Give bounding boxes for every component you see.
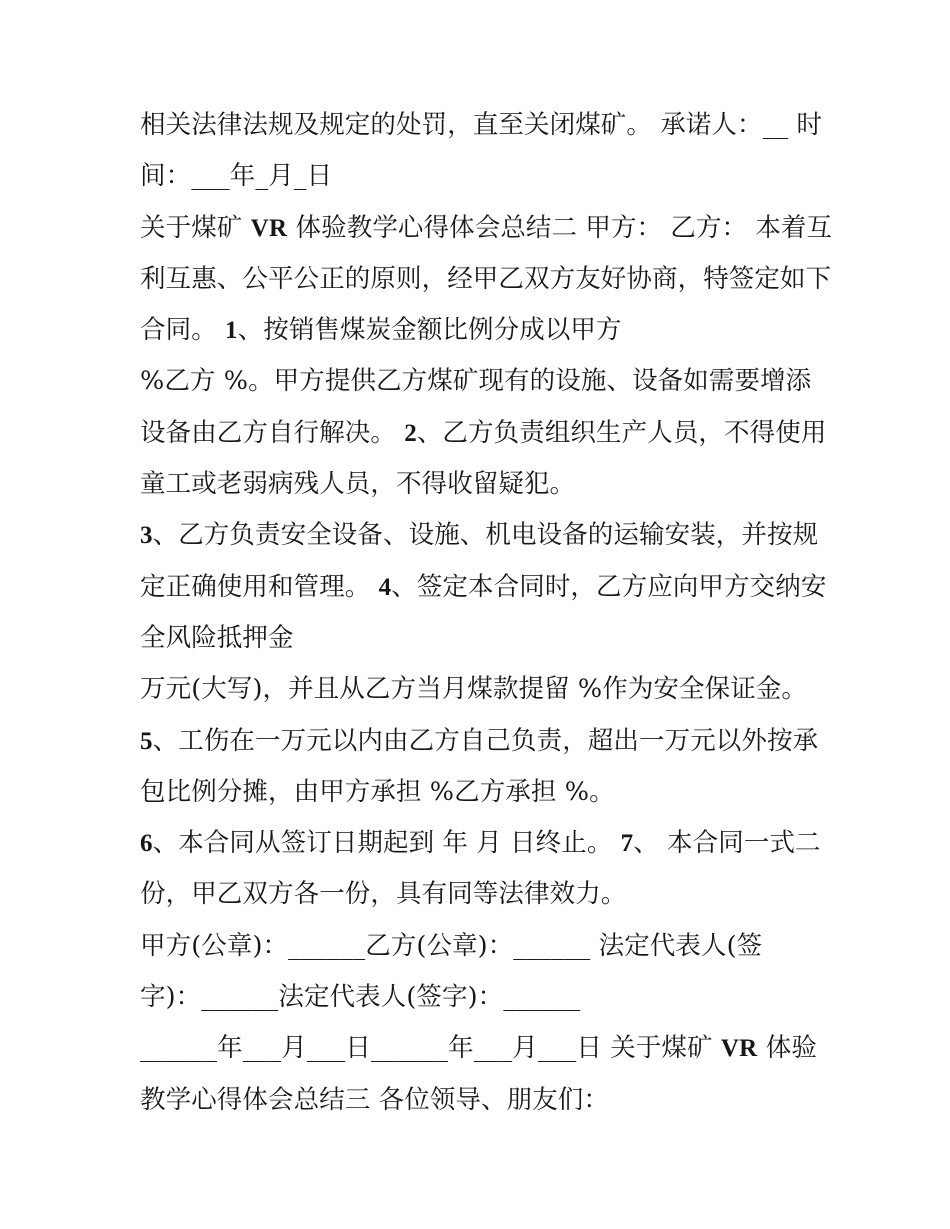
document-line: 教学心得体会总结三 各位领导、朋友们： <box>140 1084 610 1115</box>
document-line: 定正确使用和管理。 4、签定本合同时，乙方应向甲方交纳安 <box>140 571 827 602</box>
document-line: 字)：______法定代表人(签字)：______ <box>140 982 581 1013</box>
document-line: 甲方(公章)：______乙方(公章)：______ 法定代表人(签 <box>140 930 763 961</box>
document-line: 关于煤矿 VR 体验教学心得体会总结二 甲方： 乙方： 本着互 <box>140 212 833 243</box>
document-line: 相关法律法规及规定的处罚，直至关闭煤矿。 承诺人：__ 时 <box>140 110 823 140</box>
document-line: ______年___月___日______年___月___日 关于煤矿 VR 体验 <box>140 1033 817 1064</box>
document-line: 5、工伤在一万元以内由乙方自己负责，超出一万元以外按承 <box>140 725 819 756</box>
document-text-block <box>140 100 833 1177</box>
document-line: 包比例分摊，由甲方承担 %乙方承担 %。 <box>140 776 615 807</box>
document-line: 6、本合同从签订日期起到 年 月 日终止。 7、 本合同一式二 <box>140 828 821 859</box>
document-line: 全风险抵押金 <box>140 622 294 653</box>
document-line: 童工或老弱病残人员，不得收留疑犯。 <box>140 469 576 500</box>
document-line: 3、乙方负责安全设备、设施、机电设备的运输安装，并按规 <box>140 520 819 551</box>
document-line: 份，甲乙双方各一份，具有同等法律效力。 <box>140 879 627 910</box>
document-line: 利互惠、公平公正的原则，经甲乙双方友好协商，特签定如下 <box>140 263 832 294</box>
document-line: 万元(大写)，并且从乙方当月煤款提留 %作为安全保证金。 <box>140 674 808 705</box>
document-line: 设备由乙方自行解决。 2、乙方负责组织生产人员，不得使用 <box>140 417 827 448</box>
document-line: 间：___年_月_日 <box>140 161 333 192</box>
document-line <box>140 1126 812 1177</box>
document-line: %乙方 %。甲方提供乙方煤矿现有的设施、设备如需要增添 <box>140 366 812 397</box>
document-line: 合同。 1、按销售煤炭金额比例分成以甲方 <box>140 315 622 346</box>
